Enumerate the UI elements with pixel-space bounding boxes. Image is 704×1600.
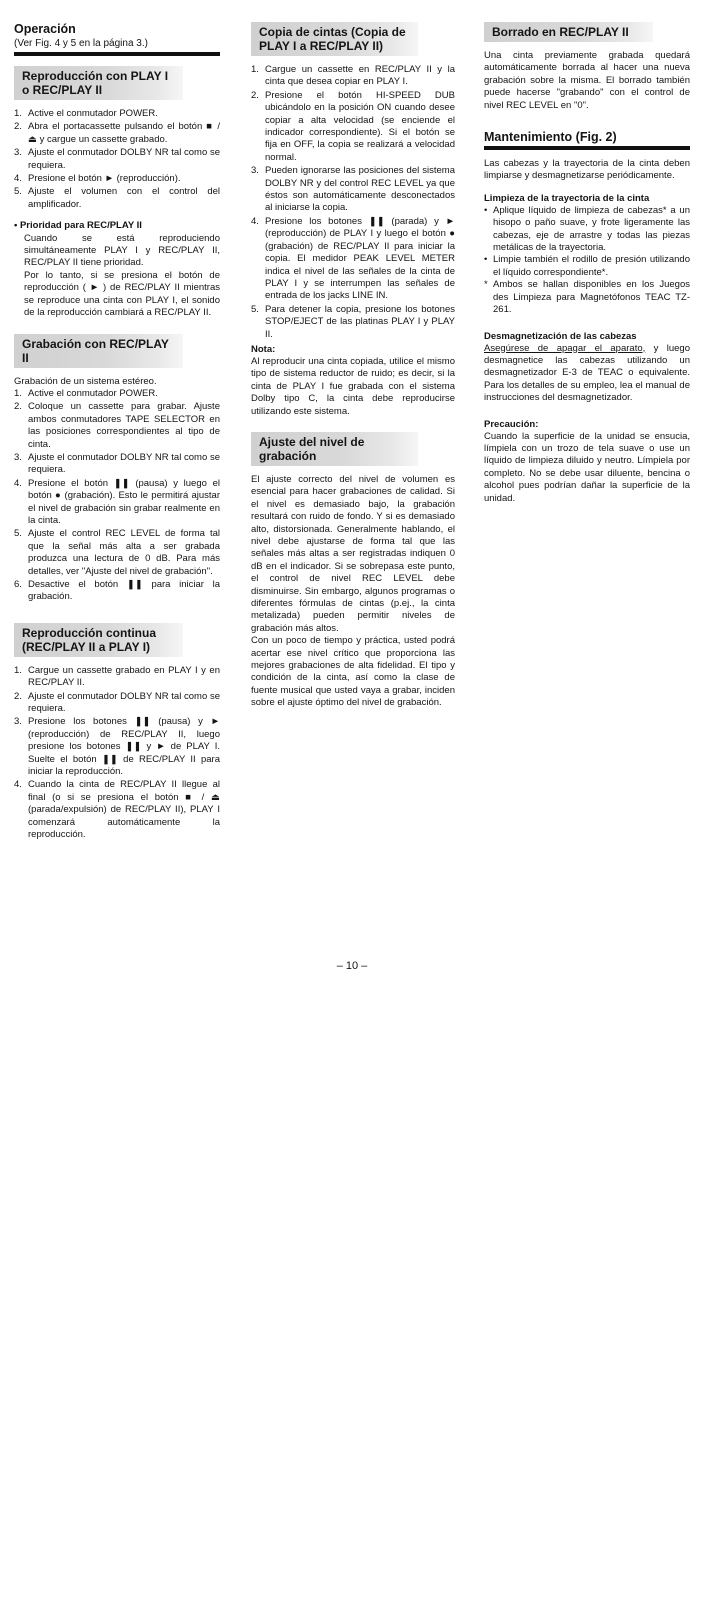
heading-rule [14, 52, 220, 56]
section-heading-continuous: Reproducción continua (REC/PLAY II a PLAY I) [14, 623, 183, 657]
list-item: 3. Ajuste el conmutador DOLBY NR tal como se requiera. [14, 451, 220, 476]
continuous-steps [14, 665, 220, 842]
maintenance-intro: Las cabezas y la trayectoria de la cinta deben limpiarse y desmagnetizarse periódicamente. [484, 158, 690, 182]
operation-title: Operación [14, 22, 76, 36]
section-heading-level: Ajuste del nivel de grabación [251, 432, 418, 466]
list-item: 2. Abra el portacassette pulsando el botón ■ / ⏏ y cargue un cassette grabado. [14, 121, 220, 145]
list-item: 4. Presione el botón ❚❚ (pausa) y luego el botón ● (grabación). Esto le permitirá ajustar el nivel de grabación sin grabar realmente en la cinta. [14, 477, 220, 526]
list-item: 1. Cargue un cassette en REC/PLAY II y la cinta que desea copiar en PLAY I. [251, 64, 455, 88]
priority-paragraph-2: Por lo tanto, si se presiona el botón de reproducción ( ► ) de REC/PLAY II mientras se reproduce una cinta con PLAY I, el sonido de la reproducción cambiará a REC/PLAY II. [24, 269, 220, 319]
cleaning-list [484, 205, 690, 317]
list-item: • Aplique líquido de limpieza de cabezas* a un hisopo o paño suave, y frote ligeramente las cabezas, eje de arrastre y todas las piezas metálicas de la trayectoria. [484, 204, 690, 254]
list-item: 1. Active el conmutador POWER. [14, 108, 158, 119]
note-paragraph: Al reproducir una cinta copiada, utilice el mismo tipo de sistema reductor de ruido; es decir, si la cinta de PLAY I fue grabada con el sistema Dolby tipo C, la cinta debe reproducirse utilizando este sistema. [251, 355, 455, 417]
demag-paragraph: Asegúrese de apagar el aparato, y luego desmagnetice las cabezas utilizando un desmagnetizador E-3 de TEAC o equivalente. Para los detalles de su empleo, lea el manual de instrucciones del desmagnetizador. [484, 342, 690, 404]
caution-paragraph: Cuando la superficie de la unidad se ensucia, límpiela con un trozo de tela suave o use un líquido de limpieza diluido y neutro. Límpiela por completo. No se debe usar diluente, bencina o alcohol pues podrían dañar la superficie de la unidad. [484, 430, 690, 504]
list-item: 4. Presione el botón ► (reproducción). [14, 173, 181, 185]
list-item: 5. Ajuste el control REC LEVEL de forma tal que la señal más alta a ser grabada produzca una lectura de 0 dB. Para más detalles, ver "Ajuste del nivel de grabación". [14, 528, 220, 577]
page-number: – 10 – [336, 960, 368, 972]
column-middle [251, 22, 455, 710]
note-heading: Nota: [251, 343, 276, 355]
list-item: 2. Coloque un cassette para grabar. Ajuste ambos conmutadores TAPE SELECTOR en las posiciones correspondientes al tipo de cinta. [14, 401, 220, 450]
list-item: 5. Para detener la copia, presione los botones STOP/EJECT de las platinas PLAY I y PLAY II. [251, 303, 455, 340]
list-item: • Limpie también el rodillo de presión utilizando el líquido correspondiente*. [484, 254, 690, 278]
level-paragraph-2: Con un poco de tiempo y práctica, usted podrá acertar ese nivel crítico que proporciona las mejores grabaciones de alta fidelidad. El tipo y condición de la cinta, así como la clase de fuente musical que usted vaya a grabar, inciden sobre el ajuste óptimo del nivel de grabación. [251, 635, 455, 709]
heading-rule [484, 146, 690, 150]
section-heading-erase: Borrado en REC/PLAY II [484, 22, 653, 42]
rec-intro: Grabación de un sistema estéreo. [14, 375, 157, 387]
copy-steps [251, 64, 455, 341]
column-left [14, 22, 220, 843]
priority-paragraph-1: Cuando se está reproduciendo simultáneamente PLAY I y REC/PLAY II, REC/PLAY II tiene prioridad. [24, 232, 220, 269]
rec-steps [14, 388, 220, 604]
level-paragraph-1: El ajuste correcto del nivel de volumen es esencial para hacer grabaciones de calidad. Si el nivel es demasiado bajo, la grabación resultará con ruido de fondo. Y si es demasiado alto, distorsionada. Generalmente hablando, el nivel debe ajustarse de forma tal que las señales más altas a ser registradas indiquen 0 dB en el indicador. Si se sobrepasa este punto, el control de nivel REC LEVEL debe disminuirse. Sin embargo, algunos programas o diferentes fórmulas de cintas (p.ej., la cinta metalizada) pueden permitir niveles de grabación más altos. [251, 473, 455, 634]
list-item: 1. Active el conmutador POWER. [14, 387, 158, 399]
list-item: 2. Ajuste el conmutador DOLBY NR tal como se requiera. [14, 690, 220, 715]
demag-underlined: Asegúrese de apagar el aparato, [484, 342, 646, 354]
section-heading-copy: Copia de cintas (Copia de PLAY I a REC/PLAY II) [251, 22, 418, 56]
list-item: 2. Presione el botón HI-SPEED DUB ubicándolo en la posición ON cuando desee copiar a alta velocidad (se enciende el indicador correspondiente). Si el botón se fija en OFF, la copia se realizará a velocidad normal. [251, 89, 455, 163]
list-item: 3. Ajuste el conmutador DOLBY NR tal como se requiera. [14, 147, 220, 171]
list-item: 3. Presione los botones ❚❚ (pausa) y ► (reproducción) de REC/PLAY II, luego presione los botones ❚❚ y ► de PLAY I. Suelte el botón ❚❚ de REC/PLAY II para iniciar la reproducción. [14, 716, 220, 778]
priority-heading: • Prioridad para REC/PLAY II [14, 220, 142, 232]
list-item: * Ambos se hallan disponibles en los Juegos des Limpieza para Magnetófonos TEAC TZ-261. [484, 279, 690, 316]
list-item: 5. Ajuste el volumen con el control del amplificador. [14, 186, 220, 210]
list-item: 6. Desactive el botón ❚❚ para iniciar la grabación. [14, 579, 220, 603]
play1-steps [14, 108, 220, 211]
erase-paragraph: Una cinta previamente grabada quedará automáticamente borrada al hacer una nueva grabación sobre la misma. El borrado también puede hacerse "grabando" con el control de nivel REC LEVEL en "0". [484, 50, 690, 111]
cleaning-heading: Limpieza de la trayectoria de la cinta [484, 192, 650, 204]
column-right [484, 22, 690, 505]
demag-heading: Desmagnetización de las cabezas [484, 330, 637, 342]
maintenance-heading: Mantenimiento (Fig. 2) [484, 130, 617, 145]
list-item: 1. Cargue un cassette grabado en PLAY I y en REC/PLAY II. [14, 664, 220, 689]
caution-heading: Precaución: [484, 418, 539, 430]
operation-subtitle: (Ver Fig. 4 y 5 en la página 3.) [14, 38, 148, 49]
section-heading-rec: Grabación con REC/PLAY II [14, 334, 183, 368]
list-item: 4. Presione los botones ❚❚ (parada) y ► (reproducción) de PLAY I y luego el botón ● (grabación) de REC/PLAY II para iniciar la copia. El medidor PEAK LEVEL METER indica el nivel de las señales de la cinta de PLAY I y se interrumpen las señales de entrada de los jacks LINE IN. [251, 215, 455, 302]
list-item: 3. Pueden ignorarse las posiciones del sistema DOLBY NR y del control REC LEVEL ya que éstos son automáticamente desconectados al iniciarse la copia. [251, 165, 455, 214]
section-heading-play1: Reproducción con PLAY I o REC/PLAY II [14, 66, 183, 100]
list-item: 4. Cuando la cinta de REC/PLAY II llegue al final (o si se presiona el botón ■ / ⏏ (parada/expulsión) de REC/PLAY II), PLAY I comenzará automáticamente la reproducción. [14, 779, 220, 841]
